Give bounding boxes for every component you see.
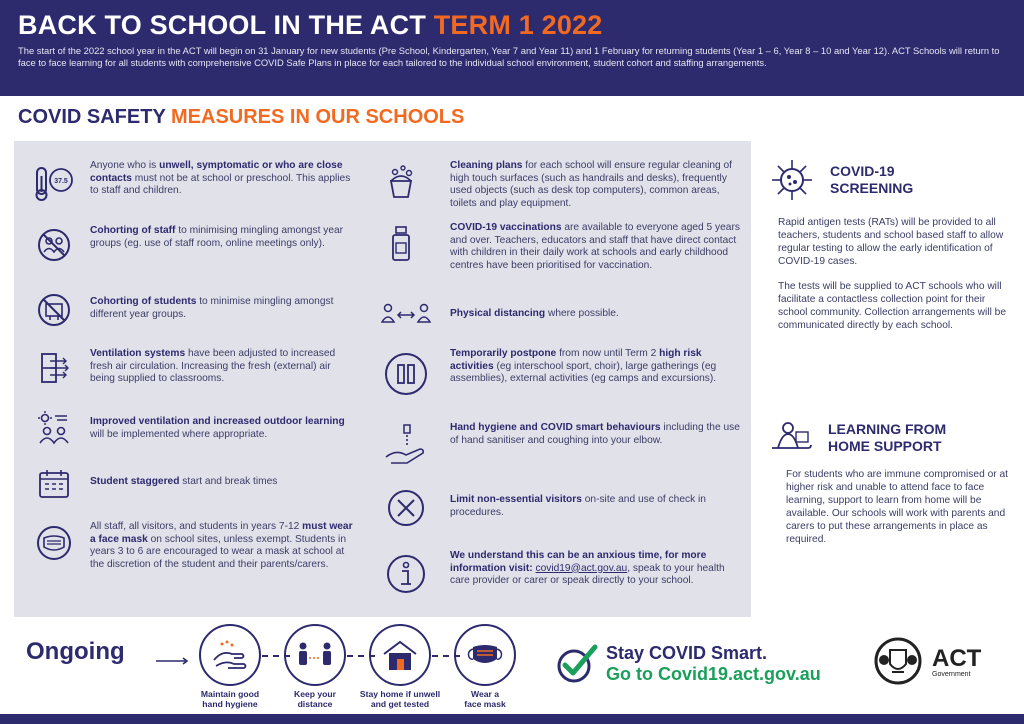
home-support-section xyxy=(770,418,1010,546)
measure-more-information: We understand this can be an anxious time, for more information visit: covid19@act.gov.au, speak to your health care provider or carer or speak directly to your school. xyxy=(380,550,742,598)
ongoing-label: Ongoing xyxy=(26,638,125,665)
thermometer-icon xyxy=(28,160,80,204)
measure-face-masks: All staff, all visitors, and students in years 7-12 must wear a face mask on school sites, unless exempt. Students in years 3 to 6 are encouraged to wear a mask at school at the discretion of the student and their parents/carers. xyxy=(28,521,358,571)
title-accent: TERM 1 2022 xyxy=(433,10,603,40)
ongoing-hand-hygiene: Maintain good hand hygiene xyxy=(187,624,273,709)
stay-covid-smart xyxy=(556,643,821,685)
cleaning-bucket-icon xyxy=(380,160,422,204)
pause-icon xyxy=(380,348,432,400)
screening-para-2: The tests will be supplied to ACT schools who will facilitate a contactless collection point for their school community. Collection arrangements will be communicated directly by each school. xyxy=(778,281,1006,331)
measure-cohort-staff: Cohorting of staff to minimising mingling amongst year groups (eg. use of staff room, online meetings only). xyxy=(28,225,358,265)
measure-cohort-students: Cohorting of students to minimise mingling amongst different year groups. xyxy=(28,290,358,330)
ongoing-stay-home: Stay home if unwell and get tested xyxy=(357,624,443,709)
mask-icon xyxy=(454,624,516,686)
measure-cleaning: Cleaning plans for each school will ensure regular cleaning of high touch surfaces (such as handrails and desks), frequently used objects (such as desk top computers), common areas, toilets and play equipment. xyxy=(380,160,742,210)
page-title xyxy=(18,8,1006,42)
virus-icon xyxy=(770,158,818,202)
vaccine-vial-icon xyxy=(380,222,422,266)
measure-unwell: 37.5 Anyone who is unwell, symptomatic or who are close contacts must not be at school or preschool. This applies to staff and children. xyxy=(28,160,358,204)
measure-vaccinations: COVID-19 vaccinations are available to everyone aged 5 years and over. Teachers, educators and staff that have direct contact with children in their daily work at schools and early childhood centres have been prioritised for vaccination. xyxy=(380,222,742,272)
svg-text:37.5: 37.5 xyxy=(54,178,68,185)
act-sub: Government xyxy=(932,670,971,678)
physical-distancing-icon xyxy=(380,302,432,324)
arrow-right-icon xyxy=(156,652,190,670)
ventilation-icon xyxy=(28,348,80,388)
home-support-para: For students who are immune compromised or at higher risk and unable to attend face to face learning, support to learn from home will be available. Our schools will work with parents and carers to put these arrangements in place as required. xyxy=(786,469,1008,545)
header-banner xyxy=(0,0,1024,96)
no-mingling-staff-icon xyxy=(28,225,80,265)
outdoor-learning-icon xyxy=(28,408,80,448)
covid-website-link[interactable]: Go to Covid19.act.gov.au xyxy=(606,664,821,684)
measure-staggered-times: Student staggered start and break times xyxy=(28,466,358,502)
measure-hand-hygiene: Hand hygiene and COVID smart behaviours including the use of hand sanitiser and coughing into your elbow. xyxy=(380,422,742,468)
measure-postpone-activities: Temporarily postpone from now until Term 2 high risk activities (eg interschool sport, choir), large gatherings (eg assemblies), external activities (eg camps and excursions). xyxy=(380,348,742,400)
hand-sanitiser-icon xyxy=(380,422,432,468)
hand-washing-icon xyxy=(199,624,261,686)
no-mingling-students-icon xyxy=(28,290,80,330)
coat-of-arms-icon xyxy=(872,636,928,688)
check-circle-icon xyxy=(556,644,600,684)
face-mask-icon xyxy=(28,521,80,565)
info-email-link[interactable]: covid19@act.gov.au xyxy=(535,562,628,574)
intro-text: The start of the 2022 school year in the ACT will begin on 31 January for new students (Pre School, Kindergarten, Year 7 and Year 11) and 1 February for returning students (Year 1 – 6, Year 8 – 10 and Year 12). ACT Schools will return to face to face learning for all students with comprehensive COVID Safe Plans in place for each tailored to the individual school environment, student cohort and staffing arrangements. xyxy=(18,45,1000,68)
measure-ventilation: Ventilation systems have been adjusted to increased fresh air circulation. Increasing the fresh (external) air being supplied to classrooms. xyxy=(28,348,358,388)
home-learning-icon xyxy=(770,418,818,458)
calendar-icon xyxy=(28,466,80,502)
ongoing-wear-mask: Wear a face mask xyxy=(442,624,528,709)
stay-home-icon xyxy=(369,624,431,686)
smart-line-1: Stay COVID Smart. xyxy=(606,643,768,663)
no-visitors-icon xyxy=(380,486,432,530)
screening-title: COVID-19 SCREENING xyxy=(830,163,914,196)
ongoing-keep-distance: Keep your distance xyxy=(272,624,358,709)
section-title: COVID SAFETY MEASURES IN OUR SCHOOLS xyxy=(18,106,465,128)
measure-distancing: Physical distancing where possible. xyxy=(380,302,742,324)
title-main: BACK TO SCHOOL IN THE ACT xyxy=(18,10,427,40)
screening-para-1: Rapid antigen tests (RATs) will be provided to all teachers, students and school based staff to allow regular testing to allow the early identification of COVID-19 cases. xyxy=(778,217,1004,267)
footer-bar xyxy=(0,714,1024,724)
distance-people-icon xyxy=(284,624,346,686)
measure-outdoor-learning: Improved ventilation and increased outdoor learning will be implemented where appropriate. xyxy=(28,408,358,448)
measure-limit-visitors: Limit non-essential visitors on-site and use of check in procedures. xyxy=(380,486,742,530)
act-government-logo xyxy=(872,636,981,688)
act-name: ACT xyxy=(932,644,982,672)
home-support-title: LEARNING FROM HOME SUPPORT xyxy=(828,421,947,454)
info-icon xyxy=(380,550,432,598)
screening-section xyxy=(770,158,1010,332)
